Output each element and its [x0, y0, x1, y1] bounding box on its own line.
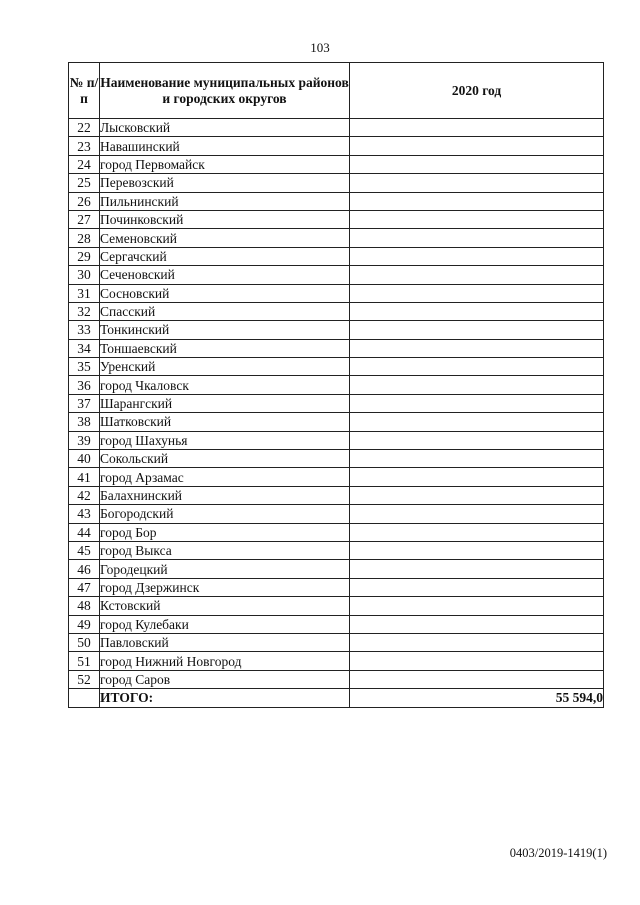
row-value	[350, 247, 604, 265]
table-row	[69, 284, 604, 302]
row-name: город Первомайск	[100, 155, 350, 173]
table-row	[69, 413, 604, 431]
row-name: город Саров	[100, 670, 350, 688]
row-name: Уренский	[100, 358, 350, 376]
table-row	[69, 486, 604, 504]
row-number: 31	[69, 284, 100, 302]
row-number: 28	[69, 229, 100, 247]
table-row	[69, 192, 604, 210]
total-num	[69, 689, 100, 707]
row-number: 27	[69, 210, 100, 228]
row-number: 34	[69, 339, 100, 357]
row-name: Навашинский	[100, 137, 350, 155]
row-name: Павловский	[100, 633, 350, 651]
row-number: 38	[69, 413, 100, 431]
row-value	[350, 229, 604, 247]
row-name: Спасский	[100, 302, 350, 320]
row-number: 52	[69, 670, 100, 688]
table-row	[69, 652, 604, 670]
row-name: Пильнинский	[100, 192, 350, 210]
table-row	[69, 247, 604, 265]
row-name: Починковский	[100, 210, 350, 228]
row-value	[350, 468, 604, 486]
row-number: 32	[69, 302, 100, 320]
row-name: Шатковский	[100, 413, 350, 431]
table-row	[69, 137, 604, 155]
row-value	[350, 174, 604, 192]
row-name: Шарангский	[100, 394, 350, 412]
column-header-year: 2020 год	[350, 63, 604, 119]
table-row	[69, 155, 604, 173]
row-value	[350, 376, 604, 394]
row-number: 33	[69, 321, 100, 339]
row-number: 40	[69, 450, 100, 468]
table-row	[69, 468, 604, 486]
table-row	[69, 450, 604, 468]
row-name: Сокольский	[100, 450, 350, 468]
table-row	[69, 266, 604, 284]
row-name: Семеновский	[100, 229, 350, 247]
row-name: Лысковский	[100, 119, 350, 137]
row-value	[350, 560, 604, 578]
row-name: город Бор	[100, 523, 350, 541]
row-value	[350, 431, 604, 449]
row-value	[350, 358, 604, 376]
column-header-num: № п/п	[69, 63, 100, 119]
row-number: 45	[69, 541, 100, 559]
row-value	[350, 505, 604, 523]
row-name: город Шахунья	[100, 431, 350, 449]
row-value	[350, 450, 604, 468]
row-number: 26	[69, 192, 100, 210]
table-row	[69, 597, 604, 615]
row-name: Сеченовский	[100, 266, 350, 284]
row-value	[350, 652, 604, 670]
table-row	[69, 358, 604, 376]
table-row	[69, 615, 604, 633]
table-row	[69, 523, 604, 541]
table-row	[69, 560, 604, 578]
row-value	[350, 119, 604, 137]
row-name: город Арзамас	[100, 468, 350, 486]
row-name: Сосновский	[100, 284, 350, 302]
table-row	[69, 174, 604, 192]
row-value	[350, 284, 604, 302]
table-row	[69, 229, 604, 247]
table-row	[69, 578, 604, 596]
table-row	[69, 321, 604, 339]
table-row	[69, 394, 604, 412]
row-value	[350, 155, 604, 173]
table-row	[69, 210, 604, 228]
row-value	[350, 615, 604, 633]
row-number: 30	[69, 266, 100, 284]
total-value: 55 594,0	[350, 689, 604, 707]
row-name: город Выкса	[100, 541, 350, 559]
table-row	[69, 505, 604, 523]
row-number: 50	[69, 633, 100, 651]
row-name: город Нижний Новгород	[100, 652, 350, 670]
row-value	[350, 266, 604, 284]
row-number: 47	[69, 578, 100, 596]
row-name: город Дзержинск	[100, 578, 350, 596]
table-body	[69, 119, 604, 689]
allocation-table	[68, 62, 604, 708]
row-value	[350, 192, 604, 210]
row-number: 35	[69, 358, 100, 376]
row-name: город Чкаловск	[100, 376, 350, 394]
table-row	[69, 431, 604, 449]
row-name: Тонкинский	[100, 321, 350, 339]
table-row	[69, 376, 604, 394]
row-number: 22	[69, 119, 100, 137]
table-row	[69, 339, 604, 357]
row-value	[350, 523, 604, 541]
row-number: 51	[69, 652, 100, 670]
row-name: Балахнинский	[100, 486, 350, 504]
row-number: 23	[69, 137, 100, 155]
column-header-name: Наименование муниципальных районов и городских округов	[100, 63, 350, 119]
row-number: 41	[69, 468, 100, 486]
row-number: 29	[69, 247, 100, 265]
table-row	[69, 541, 604, 559]
row-number: 24	[69, 155, 100, 173]
table-row	[69, 633, 604, 651]
row-name: Сергачский	[100, 247, 350, 265]
row-name: Городецкий	[100, 560, 350, 578]
row-name: Перевозский	[100, 174, 350, 192]
row-value	[350, 541, 604, 559]
row-value	[350, 486, 604, 504]
row-value	[350, 339, 604, 357]
row-number: 39	[69, 431, 100, 449]
table-row	[69, 302, 604, 320]
table-row	[69, 670, 604, 688]
row-number: 36	[69, 376, 100, 394]
row-number: 48	[69, 597, 100, 615]
row-number: 49	[69, 615, 100, 633]
row-value	[350, 321, 604, 339]
row-name: Богородский	[100, 505, 350, 523]
row-name: город Кулебаки	[100, 615, 350, 633]
row-value	[350, 633, 604, 651]
row-number: 44	[69, 523, 100, 541]
row-value	[350, 394, 604, 412]
row-value	[350, 670, 604, 688]
row-number: 25	[69, 174, 100, 192]
row-value	[350, 210, 604, 228]
table-header-row	[69, 63, 604, 119]
table-row	[69, 119, 604, 137]
row-value	[350, 137, 604, 155]
row-number: 46	[69, 560, 100, 578]
page-number: 103	[310, 40, 330, 55]
row-name: Тоншаевский	[100, 339, 350, 357]
total-label: ИТОГО:	[100, 689, 350, 707]
row-name: Кстовский	[100, 597, 350, 615]
document-code: 0403/2019-1419(1)	[509, 846, 607, 860]
row-value	[350, 413, 604, 431]
row-number: 42	[69, 486, 100, 504]
row-value	[350, 597, 604, 615]
row-number: 37	[69, 394, 100, 412]
row-value	[350, 302, 604, 320]
row-value	[350, 578, 604, 596]
total-row	[69, 689, 604, 707]
row-number: 43	[69, 505, 100, 523]
